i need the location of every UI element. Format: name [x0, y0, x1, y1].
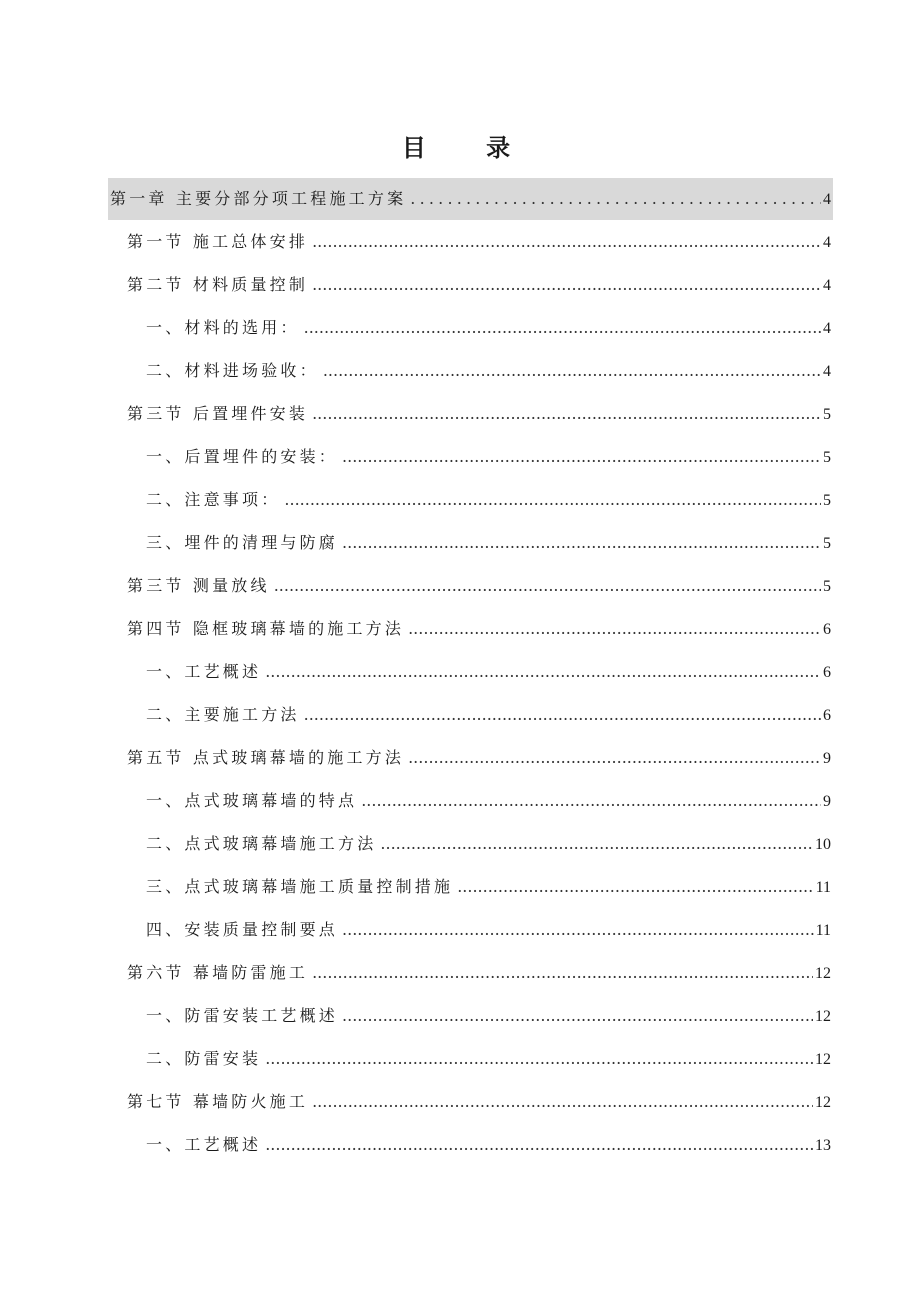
toc-dot-leader	[265, 1037, 813, 1080]
toc-dot-leader	[312, 951, 813, 994]
toc-page-number: 5	[823, 535, 831, 552]
toc-entry-label: 二、防雷安装	[146, 1049, 262, 1068]
toc-page-number: 9	[823, 793, 831, 810]
toc-page-number: 12	[815, 965, 831, 982]
toc-dot-leader	[408, 607, 821, 650]
toc-section-3[interactable]	[127, 392, 831, 435]
toc-dot-leader	[312, 392, 821, 435]
toc-dot-leader	[312, 263, 821, 306]
toc-subsection[interactable]	[146, 994, 831, 1037]
toc-page-number: 5	[823, 492, 831, 509]
toc-entry-label: 一、点式玻璃幕墙的特点	[146, 791, 358, 810]
toc-section-5[interactable]	[127, 736, 831, 779]
toc-entry-label: 一、工艺概述	[146, 1135, 262, 1154]
toc-dot-leader	[342, 908, 814, 951]
toc-entry-label: 第二节 材料质量控制	[127, 275, 309, 294]
toc-dot-leader	[342, 994, 813, 1037]
toc-dot-leader	[410, 178, 821, 220]
toc-entry-label: 第七节 幕墙防火施工	[127, 1092, 309, 1111]
toc-subsection[interactable]	[146, 908, 831, 951]
toc-entry-label: 三、点式玻璃幕墙施工质量控制措施	[146, 877, 454, 896]
toc-dot-leader	[304, 306, 821, 349]
toc-entry-label: 第三节 后置埋件安装	[127, 404, 309, 423]
toc-dot-leader	[323, 349, 821, 392]
toc-section-1[interactable]	[127, 220, 831, 263]
toc-entry-label: 一、工艺概述	[146, 662, 262, 681]
toc-subsection[interactable]	[146, 1123, 831, 1166]
toc-dot-leader	[361, 779, 821, 822]
toc-page-number: 12	[815, 1094, 831, 1111]
toc-page-number: 6	[823, 707, 831, 724]
toc-section-7[interactable]	[127, 1080, 831, 1123]
toc-page-number: 11	[815, 879, 831, 896]
toc-entry-label: 一、防雷安装工艺概述	[146, 1006, 339, 1025]
toc-page-number: 6	[823, 621, 831, 638]
toc-page-number: 10	[815, 836, 831, 853]
toc-entry-label: 二、注意事项：	[146, 490, 281, 509]
toc-dot-leader	[342, 435, 821, 478]
toc-entry-label: 一、材料的选用：	[146, 318, 300, 337]
toc-page-number: 12	[815, 1008, 831, 1025]
toc-dot-leader	[408, 736, 821, 779]
toc-subsection[interactable]	[146, 435, 831, 478]
toc-page-number: 5	[823, 449, 831, 466]
toc-dot-leader	[265, 1123, 813, 1166]
toc-entry-label: 二、材料进场验收：	[146, 361, 319, 380]
toc-page-number: 4	[823, 191, 831, 208]
toc-subsection[interactable]	[146, 521, 831, 564]
toc-entry-label: 二、主要施工方法	[146, 705, 300, 724]
toc-subsection[interactable]	[146, 306, 831, 349]
toc-subsection[interactable]	[146, 349, 831, 392]
toc-subsection[interactable]	[146, 693, 831, 736]
toc-subsection[interactable]	[146, 822, 831, 865]
toc-entry-label: 第一章 主要分部分项工程施工方案	[110, 189, 407, 208]
toc-entry-label: 一、后置埋件的安装：	[146, 447, 339, 466]
toc-entry-label: 第五节 点式玻璃幕墙的施工方法	[127, 748, 405, 767]
toc-page-number: 5	[823, 578, 831, 595]
toc-entry-label: 四、安装质量控制要点	[146, 920, 339, 939]
toc-page-number: 9	[823, 750, 831, 767]
toc-section-6[interactable]	[127, 951, 831, 994]
toc-dot-leader	[304, 693, 821, 736]
toc-subsection[interactable]	[146, 650, 831, 693]
toc-chapter-1[interactable]	[108, 178, 833, 220]
toc-page-number: 4	[823, 320, 831, 337]
toc-dot-leader	[312, 220, 821, 263]
toc-section-2[interactable]	[127, 263, 831, 306]
page-title: 目 录	[401, 134, 537, 162]
toc-dot-leader	[274, 564, 821, 607]
toc-dot-leader	[312, 1080, 813, 1123]
toc-entry-label: 第四节 隐框玻璃幕墙的施工方法	[127, 619, 405, 638]
toc-dot-leader	[265, 650, 821, 693]
toc-page-number: 5	[823, 406, 831, 423]
toc-page-number: 4	[823, 234, 831, 251]
toc-page-number: 13	[815, 1137, 831, 1154]
toc-section-3b[interactable]	[127, 564, 831, 607]
toc-dot-leader	[457, 865, 813, 908]
toc-page-number: 4	[823, 277, 831, 294]
toc-entry-label: 第一节 施工总体安排	[127, 232, 309, 251]
toc-subsection[interactable]	[146, 779, 831, 822]
toc-dot-leader	[380, 822, 813, 865]
toc-dot-leader	[284, 478, 821, 521]
toc-page-number: 6	[823, 664, 831, 681]
toc-dot-leader	[342, 521, 821, 564]
toc-entry-label: 第六节 幕墙防雷施工	[127, 963, 309, 982]
toc-page-number: 11	[815, 922, 831, 939]
table-of-contents	[0, 178, 920, 1166]
toc-entry-label: 第三节 测量放线	[127, 576, 270, 595]
toc-subsection[interactable]	[146, 478, 831, 521]
toc-subsection[interactable]	[146, 1037, 831, 1080]
toc-page-number: 4	[823, 363, 831, 380]
toc-subsection[interactable]	[146, 865, 831, 908]
toc-entry-label: 二、点式玻璃幕墙施工方法	[146, 834, 377, 853]
toc-section-4[interactable]	[127, 607, 831, 650]
toc-entry-label: 三、埋件的清理与防腐	[146, 533, 339, 552]
toc-page-number: 12	[815, 1051, 831, 1068]
